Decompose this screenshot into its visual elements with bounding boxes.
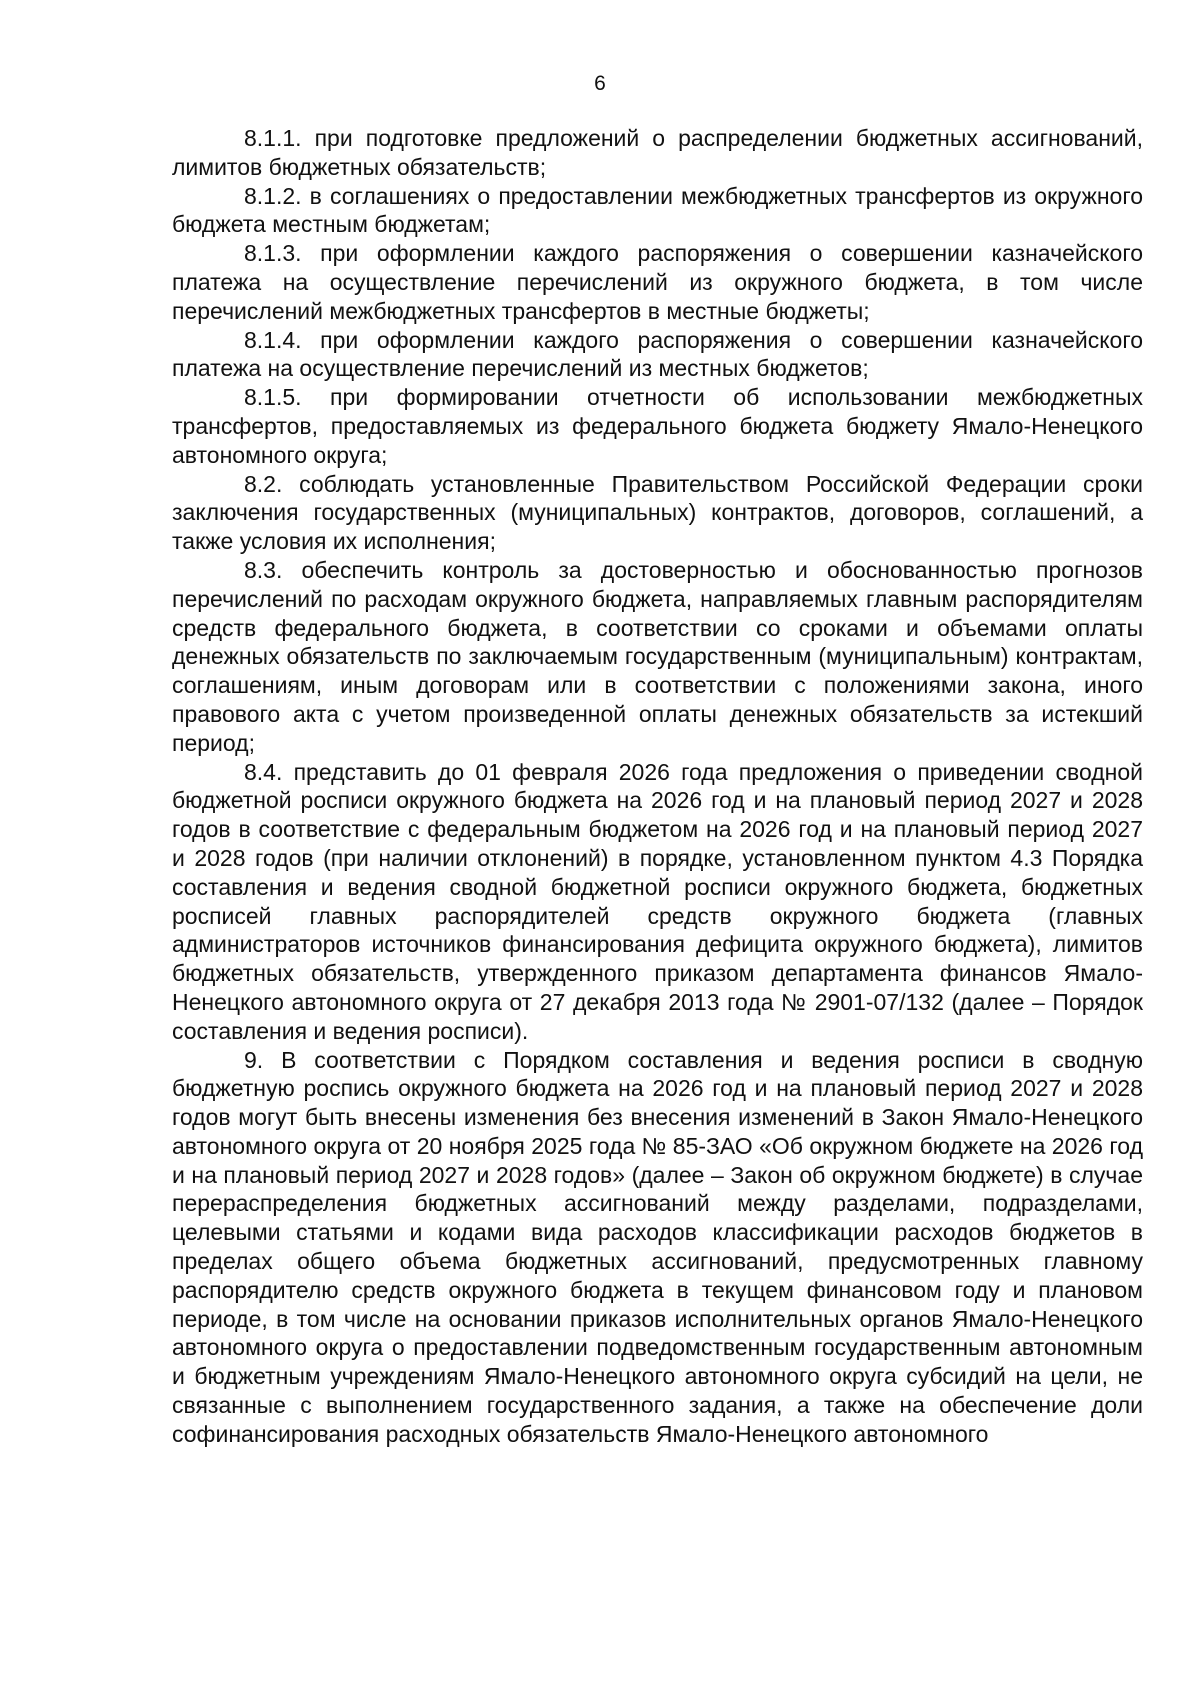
page-number: 6: [594, 72, 606, 95]
paragraph-8-1-5: 8.1.5. при формировании отчетности об использовании межбюджетных трансфертов, предоставляемых из федерального бюджета бюджету Ямало-Ненецкого автономного округа;: [172, 384, 1143, 468]
paragraph-8-3: 8.3. обеспечить контроль за достоверностью и обоснованностью прогнозов перечислений по расходам окружного бюджета, направляемых главным распорядителям средств федерального бюджета, в соответствии со сроками и объемами оплаты денежных обязательств по заключаемым государственным (муниципальным) контрактам, соглашениям, иным договорам или в соответствии с положениями закона, иного правового акта с учетом произведенной оплаты денежных обязательств за истекший период;: [172, 556, 1143, 756]
paragraph-8-1-4: 8.1.4. при оформлении каждого распоряжения о совершении казначейского платежа на осуществление перечислений из местных бюджетов;: [172, 326, 1143, 382]
paragraph-8-1-1: 8.1.1. при подготовке предложений о распределении бюджетных ассигнований, лимитов бюджетных обязательств;: [172, 125, 1143, 180]
paragraph-9: 9. В соответствии с Порядком составления и ведения росписи в сводную бюджетную роспись окружного бюджета на 2026 год и на плановый период 2027 и 2028 годов могут быть внесены изменения без внесения изменений в Закон Ямало-Ненецкого автономного округа от 20 ноября 2025 года № 85-ЗАО «Об окружном бюджете на 2026 год и на плановый период 2027 и 2028 годов» (далее – Закон об окружном бюджете) в случае перераспределения бюджетных ассигнований между разделами, подразделами, целевыми статьями и кодами вида расходов классификации расходов бюджетов в пределах общего объема бюджетных ассигнований, предусмотренных главному распорядителю средств окружного бюджета в текущем финансовом году и плановом периоде, в том числе на основании приказов исполнительных органов Ямало-Ненецкого автономного округа о предоставлении подведомственным государственным автономным и бюджетным учреждениям Ямало-Ненецкого автономного округа субсидий на цели, не связанные с выполнением государственного задания, а также на обеспечение доли софинансирования расходных обязательств Ямало-Ненецкого автономного: [172, 1046, 1143, 1447]
document-body: [172, 124, 1143, 1449]
paragraph-8-1-2: 8.1.2. в соглашениях о предоставлении межбюджетных трансфертов из окружного бюджета местным бюджетам;: [172, 182, 1143, 238]
paragraph-8-1-3: 8.1.3. при оформлении каждого распоряжения о совершении казначейского платежа на осуществление перечислений из окружного бюджета, в том числе перечислений межбюджетных трансфертов в местные бюджеты;: [172, 240, 1143, 324]
paragraph-8-2: 8.2. соблюдать установленные Правительством Российской Федерации сроки заключения государственных (муниципальных) контрактов, договоров, соглашений, а также условия их исполнения;: [172, 470, 1143, 555]
paragraph-8-4: 8.4. представить до 01 февраля 2026 года предложения о приведении сводной бюджетной росписи окружного бюджета на 2026 год и на плановый период 2027 и 2028 годов в соответствие с федеральным бюджетом на 2026 год и на плановый период 2027 и 2028 годов (при наличии отклонений) в порядке, установленном пунктом 4.3 Порядка составления и ведения сводной бюджетной росписи окружного бюджета, бюджетных росписей главных распорядителей средств окружного бюджета (главных администраторов источников финансирования дефицита окружного бюджета), лимитов бюджетных обязательств, утвержденного приказом департамента финансов Ямало-Ненецкого автономного округа от 27 декабря 2013 года № 2901-07/132 (далее – Порядок составления и ведения росписи).: [172, 758, 1143, 1044]
